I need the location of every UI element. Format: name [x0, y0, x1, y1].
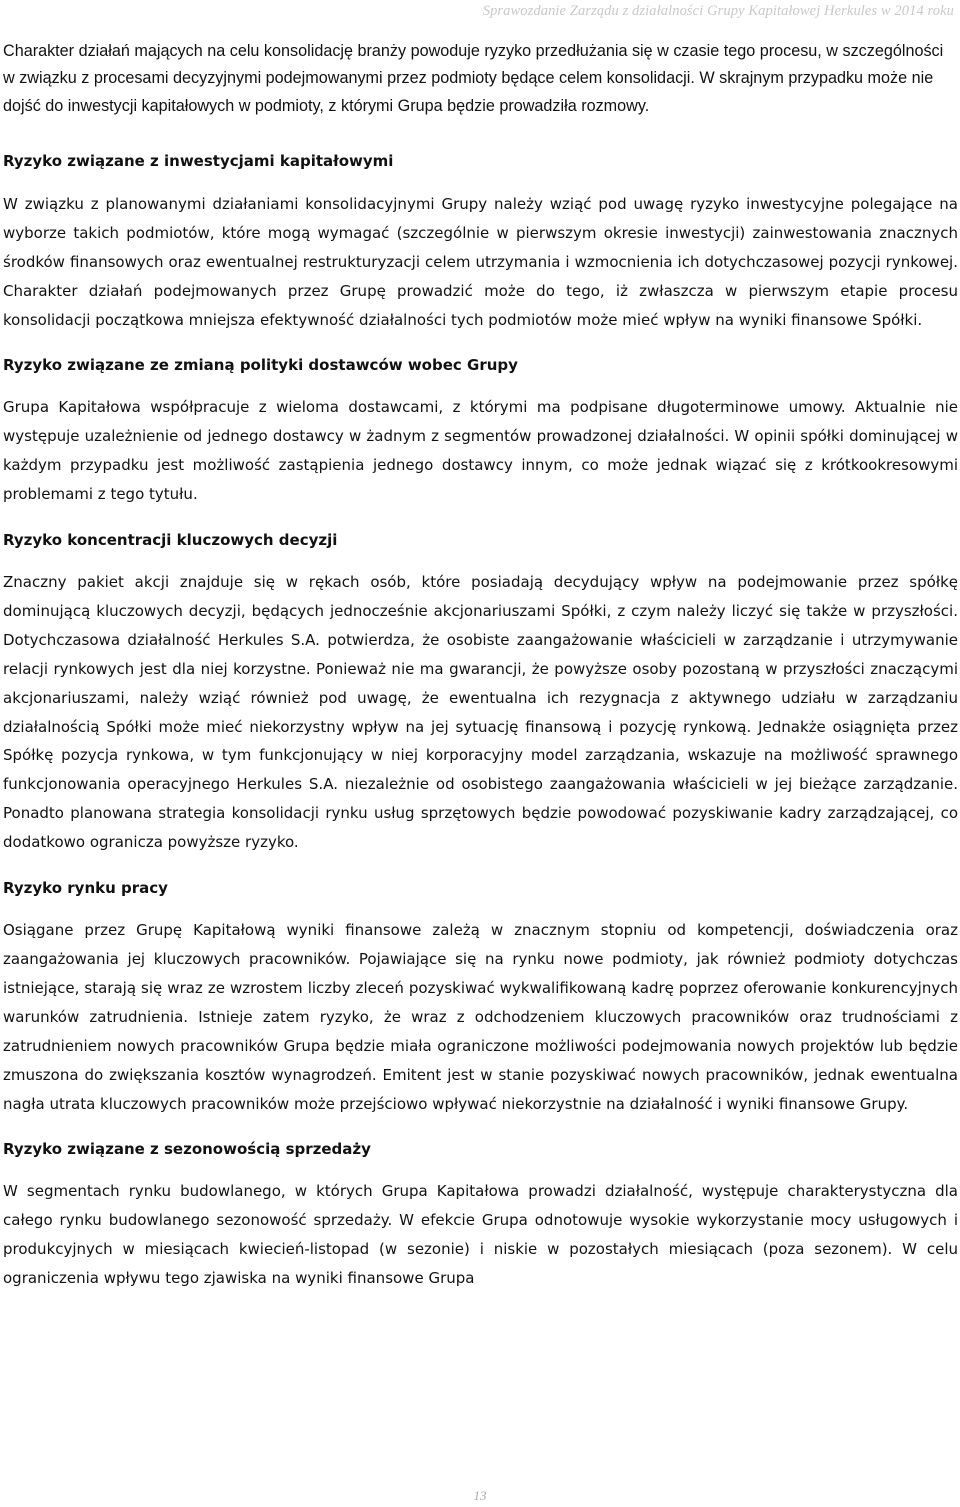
section-body-decision-concentration: Znaczny pakiet akcji znajduje się w rękach osób, które posiadają decydujący wpływ na podejmowanie przez spółkę dominującą kluczowych decyzji, będących jednocześnie akcjonariuszami Spółki, z czym należy liczyć się także w przyszłości. Dotychczasowa działalność Herkules S.A. potwierdza, że osobiste zaangażowanie właścicieli w zarządzanie i utrzymywanie relacji rynkowych jest dla niej korzystne. Ponieważ nie ma gwarancji, że powyższe osoby pozostaną w przyszłości znaczącymi akcjonariuszami, należy wziąć również pod uwagę, że ewentualna ich rezygnacja z aktywnego udziału w zarządzaniu działalnością Spółki może mieć niekorzystny wpływ na jej sytuację finansową i pozycję rynkową. Jednakże osiągnięta przez Spółkę pozycja rynkowa, w tym funkcjonujący w niej korporacyjny model zarządzania, wskazuje na możliwość sprawnego funkcjonowania operacyjnego Herkules S.A. niezależnie od osobistego zaangażowania właścicieli w jej bieżące zarządzanie. Ponadto planowana strategia konsolidacji rynku usług sprzętowych będzie powodować pozyskiwanie kadry zarządzającej, co dodatkowo ogranicza powyższe ryzyko. — [3, 573, 958, 852]
section-heading-decision-concentration: Ryzyko koncentracji kluczowych decyzji — [3, 531, 338, 550]
section-body-seasonality: W segmentach rynku budowlanego, w których Grupa Kapitałowa prowadzi działalność, występuje charakterystyczna dla całego rynku budowlanego sezonowość sprzedaży. W efekcie Grupa odnotowuje wysokie wykorzystanie mocy usługowych i produkcyjnych w miesiącach kwiecień-listopad (w sezonie) i niskie w pozostałych miesiącach (poza sezonem). W celu ograniczenia wpływu tego zjawiska na wyniki finansowe Grupa — [3, 1182, 958, 1288]
section-body-investments: W związku z planowanymi działaniami konsolidacyjnymi Grupy należy wziąć pod uwagę ryzyko inwestycyjne polegające na wyborze takich podmiotów, które mogą wymagać (szczególnie w pierwszym okresie inwestycji) zainwestowania znacznych środków finansowych oraz ewentualnej restrukturyzacji celem utrzymania i wzmocnienia ich dotychczasowej pozycji rynkowej. Charakter działań podejmowanych przez Grupę prowadzić może do tego, iż zwłaszcza w pierwszym etapie procesu konsolidacji początkowa mniejsza efektywność działalności tych podmiotów może mieć wpływ na wyniki finansowe Spółki. — [3, 194, 958, 329]
intro-paragraph: Charakter działań mających na celu konsolidację branży powoduje ryzyko przedłużania się w czasie tego procesu, w szczególności w związku z procesami decyzyjnymi podejmowanymi przez podmioty będące celem konsolidacji. W skrajnym przypadku może nie dojść do inwestycji kapitałowych w podmioty, z którymi Grupa będzie prowadziła rozmowy. — [3, 42, 944, 115]
section-heading-suppliers: Ryzyko związane ze zmianą polityki dostawców wobec Grupy — [3, 356, 518, 375]
section-heading-labor-market: Ryzyko rynku pracy — [3, 879, 168, 898]
section-body-suppliers: Grupa Kapitałowa współpracuje z wieloma dostawcami, z którymi ma podpisane długoterminowe umowy. Aktualnie nie występuje uzależnienie od jednego dostawcy w żadnym z segmentów prowadzonej działalności. W opinii spółki dominującej w każdym przypadku jest możliwość zastąpienia jednego dostawcy innym, co może jednak wiązać się z krótkookresowymi problemami z tego tytułu. — [3, 398, 958, 504]
section-body-labor-market: Osiągane przez Grupę Kapitałową wyniki finansowe zależą w znacznym stopniu od kompetencji, doświadczenia oraz zaangażowania jej kluczowych pracowników. Pojawiające się na rynku nowe podmioty, jak również podmioty dotychczas istniejące, starają się wraz ze wzrostem liczby zleceń pozyskiwać wykwalifikowaną kadrę poprzez oferowanie konkurencyjnych warunków zatrudnienia. Istnieje zatem ryzyko, że wraz z odchodzeniem kluczowych pracowników oraz trudnościami z zatrudnieniem nowych pracowników Grupa będzie miała ograniczone możliwości podejmowania nowych projektów lub będzie zmuszona do zwiększania kosztów wynagrodzeń. Emitent jest w stanie pozyskiwać nowych pracowników, jednak ewentualna nagła utrata kluczowych pracowników może przejściowo wpływać niekorzystnie na działalność i wyniki finansowe Grupy. — [3, 921, 958, 1113]
section-heading-investments: Ryzyko związane z inwestycjami kapitałowymi — [3, 151, 394, 170]
section-heading-seasonality: Ryzyko związane z sezonowością sprzedaży — [3, 1140, 371, 1159]
page-number: 13 — [473, 1488, 487, 1503]
page-content — [3, 38, 958, 1293]
running-header: Sprawozdanie Zarządu z działalności Grupy Kapitałowej Herkules w 2014 roku — [482, 3, 954, 19]
